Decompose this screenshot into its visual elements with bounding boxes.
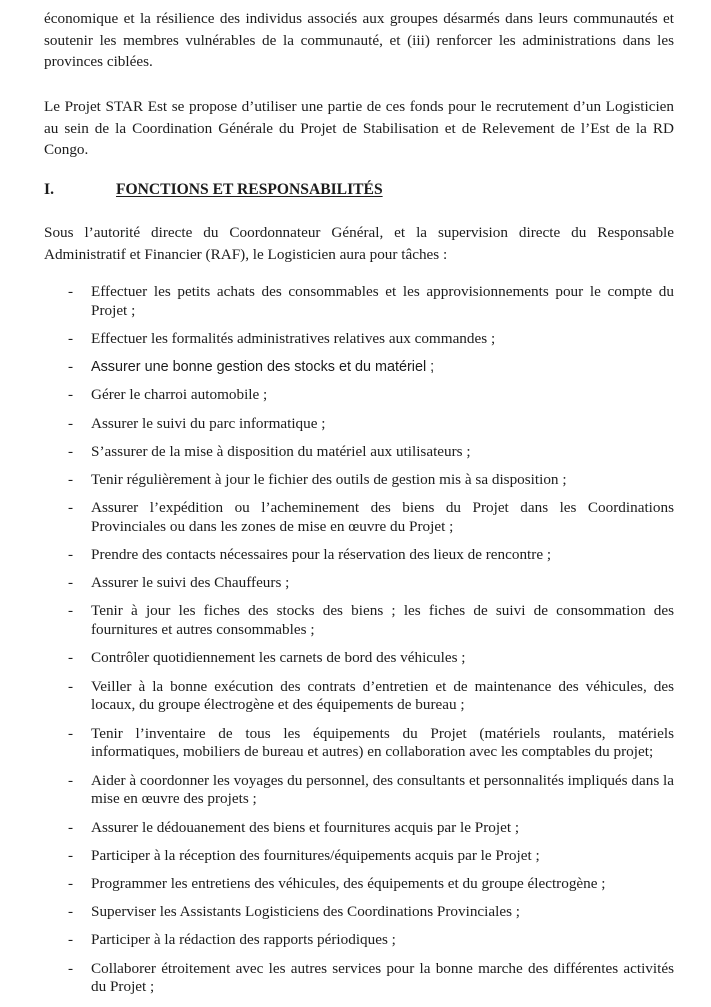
section-title: FONCTIONS ET RESPONSABILITÉS	[116, 181, 383, 198]
list-item: - Superviser les Assistants Logisticiens des Coordinations Provinciales ;	[68, 903, 521, 921]
dash-bullet: -	[68, 649, 74, 667]
dash-bullet: -	[68, 931, 74, 949]
intro-continuation-paragraph: économique et la résilience des individus associés aux groupes désarmés dans leurs communautés et soutenir les membres vulnérables de la communauté, et (iii) renforcer les administrations dans les provinces ciblées.	[44, 10, 674, 70]
list-item: - Aider à coordonner les voyages du personnel, des consultants et personnalités impliqués dans la mise en œuvre des projets ;	[68, 771, 674, 808]
dash-bullet: -	[68, 470, 74, 488]
list-item: - Assurer le suivi des Chauffeurs ;	[68, 574, 290, 592]
dash-bullet: -	[68, 677, 74, 695]
list-item: - Effectuer les formalités administratives relatives aux commandes ;	[68, 329, 496, 347]
list-item: - Programmer les entretiens des véhicules, des équipements et du groupe électrogène ;	[68, 874, 606, 892]
list-item: - Assurer le dédouanement des biens et fournitures acquis par le Projet ;	[68, 818, 520, 836]
list-item: - Assurer une bonne gestion des stocks et du matériel ;	[68, 358, 435, 376]
dash-bullet: -	[68, 724, 74, 742]
list-item: - S’assurer de la mise à disposition du matériel aux utilisateurs ;	[68, 442, 471, 460]
project-paragraph: Le Projet STAR Est se propose d’utiliser une partie de ces fonds pour le recrutement d’un Logisticien au sein de la Coordination Générale du Projet de Stabilisation et de Relevement de l’Est de la RD Congo.	[44, 98, 674, 158]
dash-bullet: -	[68, 574, 74, 592]
dash-bullet: -	[68, 903, 74, 921]
list-item: - Assurer l’expédition ou l’acheminement des biens du Projet dans les Coordinations Provinciales ou dans les zones de mise en œuvre du Projet ;	[68, 499, 674, 535]
list-item: - Tenir l’inventaire de tous les équipements du Projet (matériels roulants, matériels informatiques, mobiliers de bureau et autres) en collaboration avec les comptables du projet;	[68, 724, 674, 761]
section-number: I.	[44, 181, 54, 198]
list-item: - Tenir à jour les fiches des stocks des biens ; les fiches de suivi de consommation des fournitures et autres consommables ;	[68, 602, 674, 639]
dash-bullet: -	[68, 414, 74, 432]
list-item: - Participer à la rédaction des rapports périodiques ;	[68, 931, 396, 949]
dash-bullet: -	[68, 846, 74, 864]
dash-bullet: -	[68, 358, 74, 376]
dash-bullet: -	[68, 499, 74, 517]
dash-bullet: -	[68, 959, 74, 977]
section-intro-paragraph: Sous l’autorité directe du Coordonnateur Général, et la supervision directe du Responsable Administratif et Financier (RAF), le Logisticien aura pour tâches :	[44, 224, 674, 263]
dash-bullet: -	[68, 283, 74, 300]
dash-bullet: -	[68, 771, 74, 789]
list-item: - Participer à la réception des fournitures/équipements acquis par le Projet ;	[68, 846, 540, 864]
dash-bullet: -	[68, 546, 74, 564]
dash-bullet: -	[68, 386, 74, 404]
dash-bullet: -	[68, 329, 74, 347]
list-item: - Prendre des contacts nécessaires pour la réservation des lieux de rencontre ;	[68, 546, 552, 564]
list-item: - Assurer le suivi du parc informatique ;	[68, 414, 326, 432]
list-item: - Effectuer les petits achats des consommables et les approvisionnements pour le compte du Projet ;	[68, 283, 674, 319]
list-item: - Collaborer étroitement avec les autres services pour la bonne marche des différentes activités du Projet ;	[68, 959, 674, 996]
dash-bullet: -	[68, 602, 74, 620]
list-item: - Tenir régulièrement à jour le fichier des outils de gestion mis à sa disposition ;	[68, 470, 567, 488]
dash-bullet: -	[68, 442, 74, 460]
dash-bullet: -	[68, 874, 74, 892]
list-item: - Veiller à la bonne exécution des contrats d’entretien et de maintenance des véhicules, des locaux, du groupe électrogène et des équipements de bureau ;	[68, 677, 674, 714]
task-list	[68, 283, 674, 1007]
dash-bullet: -	[68, 818, 74, 836]
section-heading	[44, 179, 674, 200]
list-item: - Contrôler quotidiennement les carnets de bord des véhicules ;	[68, 649, 466, 667]
list-item: - Gérer le charroi automobile ;	[68, 386, 268, 404]
